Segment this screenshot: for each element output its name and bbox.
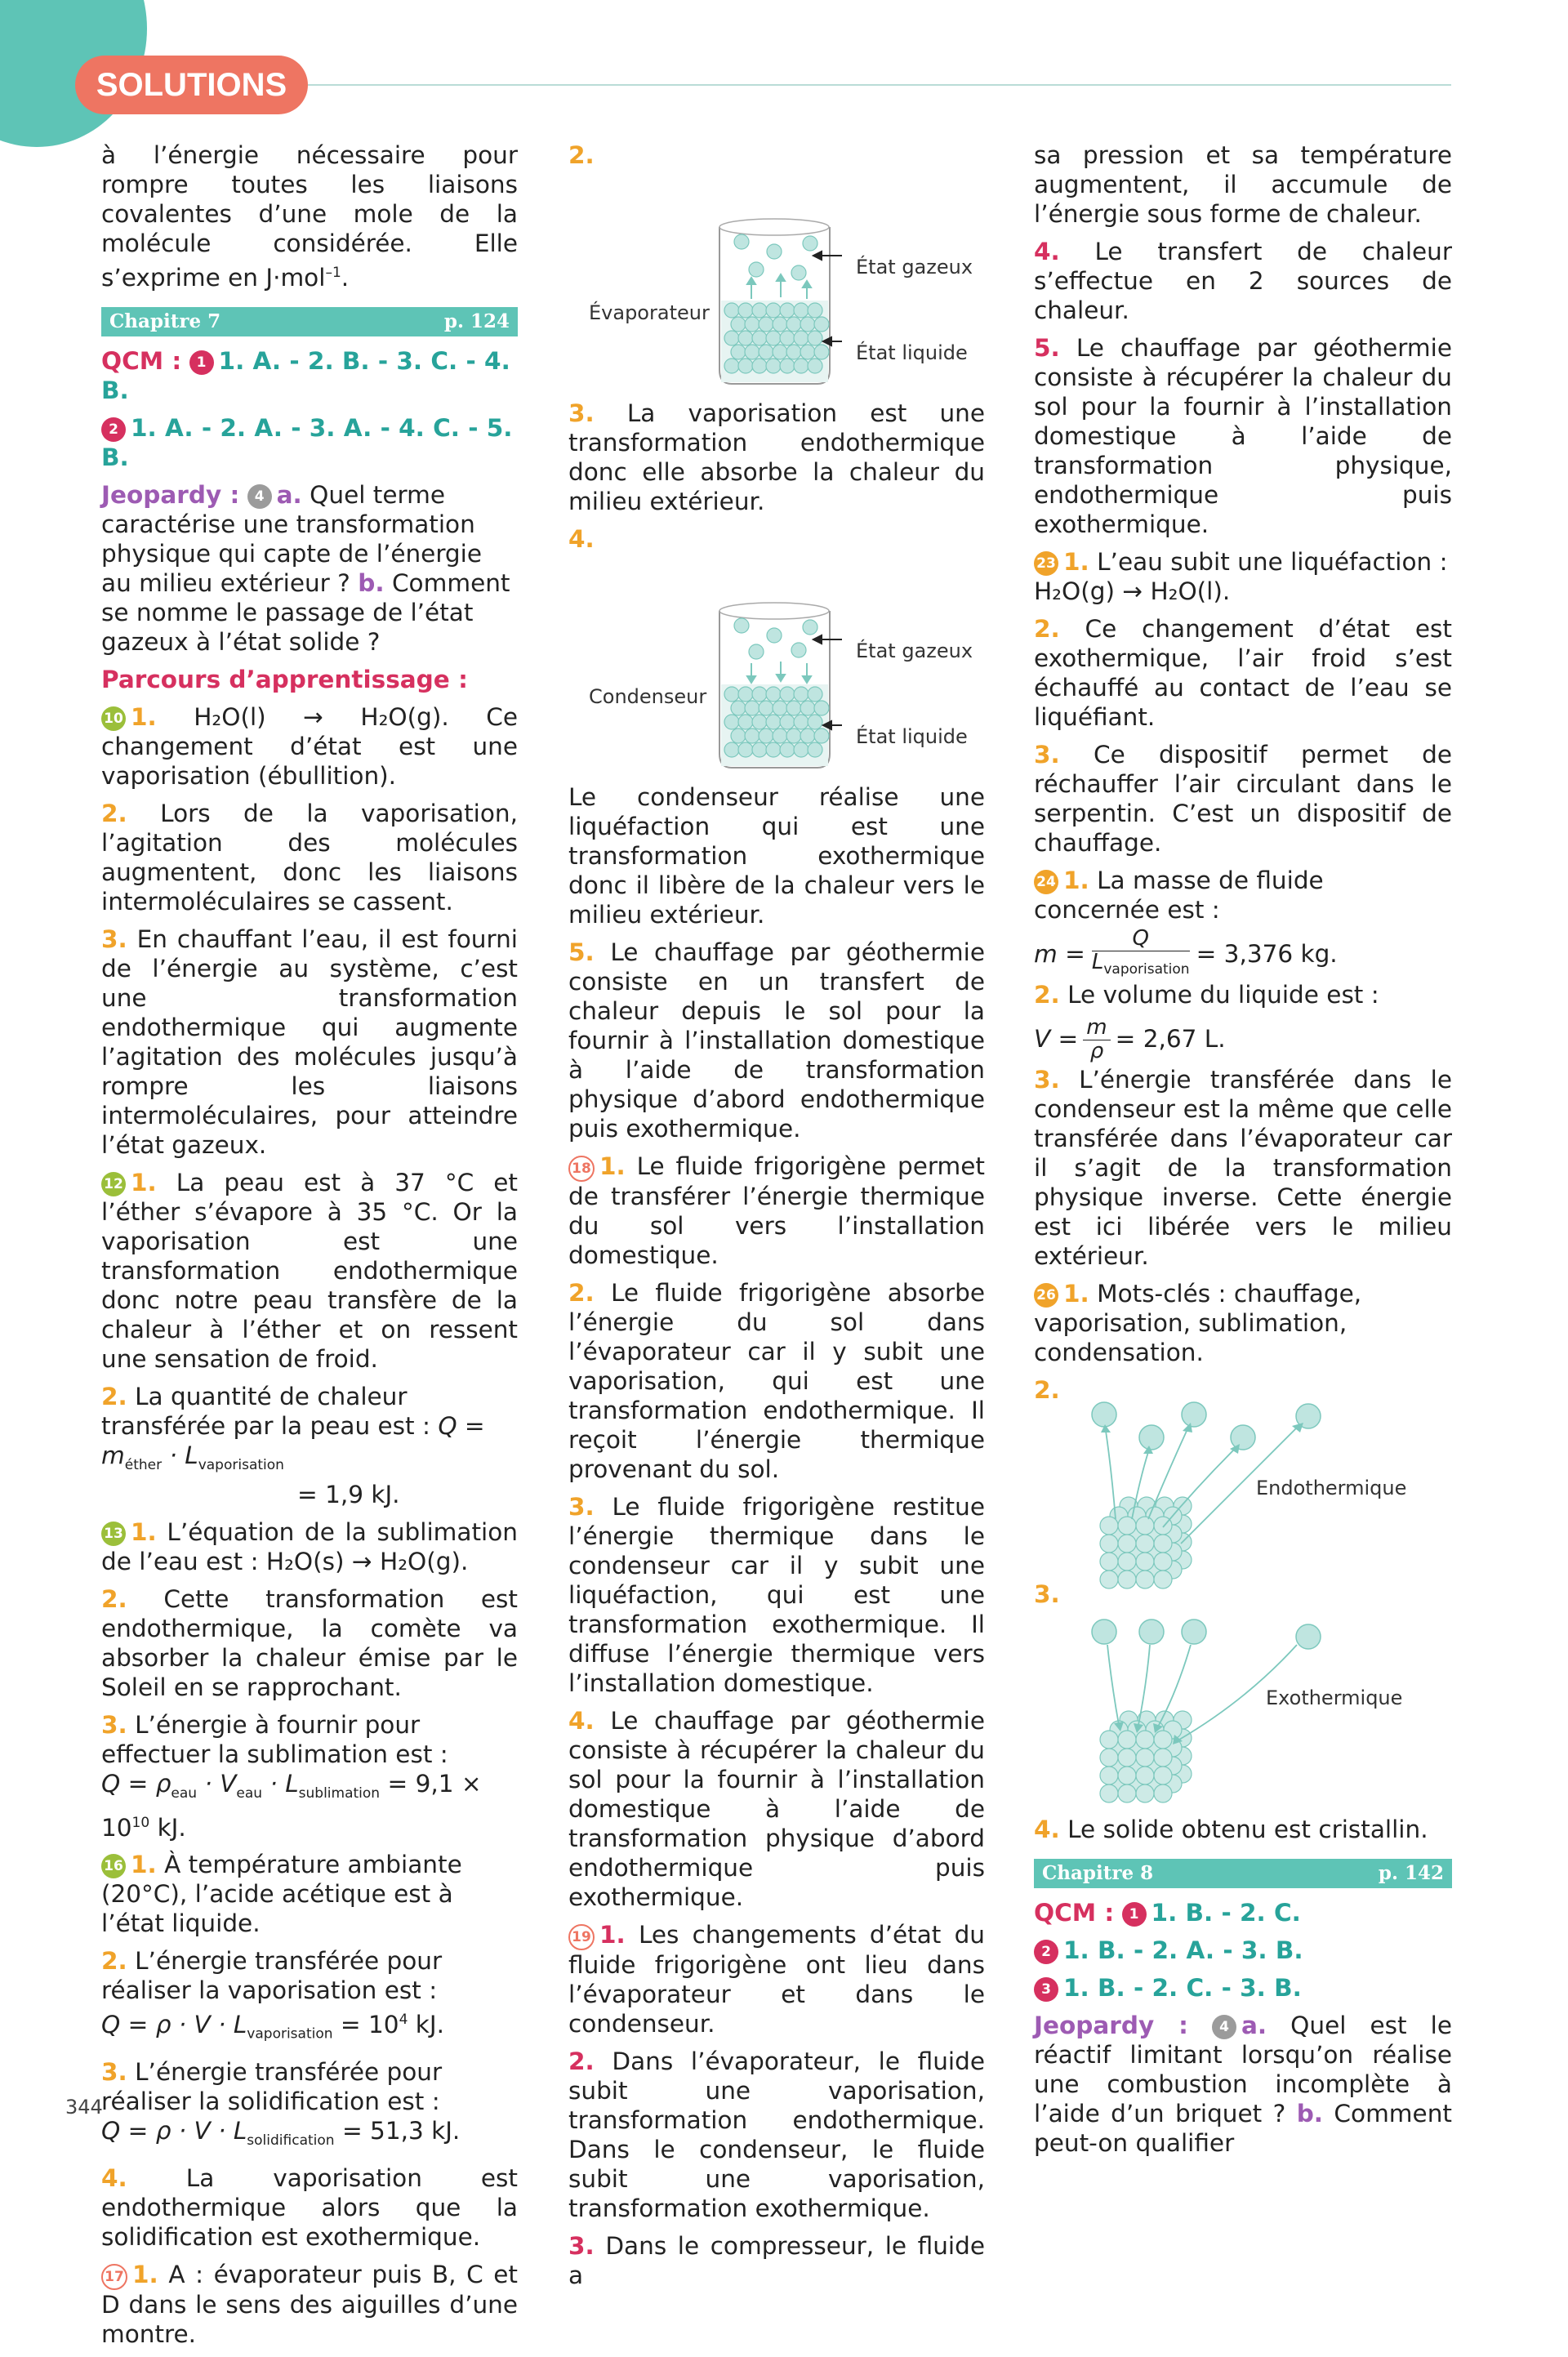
sphere-icon bbox=[800, 345, 815, 359]
sphere-icon bbox=[1154, 1535, 1172, 1553]
sphere-icon bbox=[1136, 1767, 1154, 1784]
sphere-icon bbox=[1182, 1620, 1206, 1644]
sphere-icon bbox=[1118, 1535, 1136, 1553]
free-molecules bbox=[1092, 1402, 1321, 1450]
gas-molecules bbox=[734, 618, 817, 659]
endothermic-label: Endothermique bbox=[1256, 1477, 1407, 1499]
sphere-icon bbox=[1154, 1553, 1172, 1571]
ex10-2: 2. Lors de la vaporisation, l’agitation des molécules augmentent, donc les liaisons intermoléculaires se cassent. bbox=[101, 799, 518, 916]
sphere-icon bbox=[1100, 1517, 1118, 1535]
ex16-4: 4. La vaporisation est endothermique alors que la solidification est exothermique. bbox=[101, 2164, 518, 2252]
sphere-icon bbox=[773, 317, 787, 332]
ex16-1: 16 1. À température ambiante (20°C), l’acide acétique est à l’état liquide. bbox=[101, 1851, 462, 1938]
sphere-icon bbox=[814, 701, 829, 715]
sphere-icon bbox=[738, 742, 753, 757]
sphere-icon bbox=[780, 331, 795, 345]
continued-paragraph: sa pression et sa température augmentent, il accumule de l’énergie sous forme de chaleur. bbox=[1034, 141, 1452, 228]
sphere-icon bbox=[738, 687, 753, 702]
sphere-icon bbox=[749, 262, 764, 277]
sphere-icon bbox=[724, 303, 739, 318]
intro-paragraph: à l’énergie nécessaire pour rompre toutes les liaisons covalentes d’une mole de la molécule considérée. Elle s’exprime en J·mol$^{-1}$. bbox=[101, 141, 518, 292]
arrow-heads bbox=[1101, 1423, 1303, 1454]
sphere-icon bbox=[1092, 1402, 1116, 1427]
sphere-icon bbox=[1100, 1535, 1118, 1553]
sphere-icon bbox=[773, 728, 787, 743]
ex16-3: 3. L’énergie transférée pour réaliser la solidification est : $Q = \rho \cdot V \cdot L_{solidification} = 51,3$ kJ. bbox=[101, 2058, 461, 2150]
condenser-label: Condenseur bbox=[589, 685, 707, 708]
ex24-1: 24 1. La masse de fluide concernée est : bbox=[1034, 867, 1324, 924]
sphere-icon bbox=[1118, 1571, 1136, 1588]
volume-formula: V = $\frac{m}{\rho}$ = 2,67 L. bbox=[1034, 1014, 1226, 1063]
liquid-label: État liquide bbox=[856, 341, 968, 364]
sphere-icon bbox=[780, 303, 795, 318]
header-rule bbox=[308, 84, 1451, 86]
ex16-2: 2. L’énergie transférée pour réaliser la vaporisation est : $Q = \rho \cdot V \cdot L_{vaporisation} = 10^4$ kJ. bbox=[101, 1947, 444, 2043]
sphere-icon bbox=[731, 345, 746, 359]
sphere-icon bbox=[759, 317, 773, 332]
chapter-8-banner: Chapitre 8 p. 142 bbox=[1034, 1859, 1452, 1888]
sphere-icon bbox=[767, 244, 782, 259]
sphere-icon bbox=[766, 687, 781, 702]
sphere-icon bbox=[1136, 1553, 1154, 1571]
jeopardy: Jeopardy : 4 a. Quel terme caractérise une transformation physique qui capte de l’énergie au milieu extérieur ? b. Comment se nomme le passage de l’état gazeux à l’état solide ? bbox=[101, 480, 510, 656]
sphere-icon bbox=[1100, 1553, 1118, 1571]
liquid-label-2: État liquide bbox=[856, 725, 968, 748]
sphere-icon bbox=[724, 715, 739, 729]
q5: 5. Le chauffage par géothermie consiste en un transfert de chaleur depuis le sol pour la fournir à l’installation domestique à l’aide de transformation physique d’abord endothermique puis exothermique. bbox=[568, 938, 985, 1143]
sphere-icon bbox=[724, 331, 739, 345]
ex23-3: 3. Ce dispositif permet de réchauffer l’air circulant dans le serpentin. C’est un dispositif de chauffage. bbox=[1034, 741, 1452, 857]
sphere-icon bbox=[1136, 1571, 1154, 1588]
sphere-icon bbox=[1136, 1517, 1154, 1535]
q4-label: 4. bbox=[568, 525, 595, 553]
ex18-1: 18 1. Le fluide frigorigène permet de transférer l’énergie thermique du sol vers l’installation domestique. bbox=[568, 1152, 985, 1269]
sphere-icon bbox=[752, 742, 767, 757]
sphere-icon bbox=[808, 359, 822, 373]
ex19-1: 19 1. Les changements d’état du fluide frigorigène ont lieu dans l’évaporateur et dans le condenseur. bbox=[568, 1921, 985, 2038]
sphere-icon bbox=[803, 620, 817, 635]
sphere-icon bbox=[745, 728, 760, 743]
sphere-icon bbox=[724, 742, 739, 757]
sphere-icon bbox=[786, 728, 801, 743]
gas-label-2: État gazeux bbox=[856, 639, 973, 662]
ex23-1: 23 1. L’eau subit une liquéfaction : H₂O(g) → H₂O(l). bbox=[1034, 548, 1448, 605]
ex13-1: 13 1. L’équation de la sublimation de l’eau est : H₂O(s) → H₂O(g). bbox=[101, 1517, 518, 1575]
sphere-icon bbox=[724, 687, 739, 702]
ex12-2: 2. La quantité de chaleur transférée par la peau est : $Q = m_{éther} \cdot L_{vaporisation}$ = 1,9 kJ. bbox=[101, 1382, 485, 1508]
sphere-icon bbox=[1139, 1425, 1164, 1450]
sphere-icon bbox=[800, 728, 815, 743]
sphere-icon bbox=[803, 236, 817, 251]
sphere-icon bbox=[808, 742, 822, 757]
sphere-icon bbox=[1118, 1784, 1136, 1802]
sphere-icon bbox=[738, 303, 753, 318]
sphere-icon bbox=[800, 317, 815, 332]
ex24-3: 3. L’énergie transférée dans le condenseur est la même que celle transférée dans l’évaporateur car il s’agit de la transformation physique inverse. Cette énergie est ici libérée vers le milieu extérieur. bbox=[1034, 1066, 1452, 1270]
sphere-icon bbox=[780, 359, 795, 373]
mass-formula: m = Q $L_{vaporisation}$ = 3,376 kg. bbox=[1034, 925, 1338, 978]
exothermic-figure bbox=[1034, 1602, 1450, 1807]
sphere-icon bbox=[734, 618, 749, 633]
qcm8-line-3: 3 1. B. - 2. C. - 3. B. bbox=[1034, 1973, 1452, 2003]
sphere-icon bbox=[738, 331, 753, 345]
sphere-icon bbox=[786, 701, 801, 715]
sphere-icon bbox=[1182, 1402, 1206, 1427]
sphere-icon bbox=[786, 317, 801, 332]
beaker-rim bbox=[719, 219, 829, 235]
ex10-3: 3. En chauffant l’eau, il est fourni de l’énergie au système, c’est une transformation endothermique qui augmente l’agitation des molécules jusqu’à rompre les liaisons intermoléculaires, pour atteindre l’état gazeux. bbox=[101, 925, 518, 1159]
sphere-icon bbox=[786, 345, 801, 359]
sphere-icon bbox=[745, 317, 760, 332]
sphere-icon bbox=[745, 345, 760, 359]
sphere-icon bbox=[794, 715, 808, 729]
sphere-icon bbox=[752, 303, 767, 318]
sphere-icon bbox=[766, 742, 781, 757]
ex18-2: 2. Le fluide frigorigène absorbe l’énergie du sol dans l’évaporateur car il y subit une vaporisation, qui est une transformation endothermique. Il reçoit l’énergie thermique provenant du sol. bbox=[568, 1279, 985, 1483]
sphere-icon bbox=[1118, 1731, 1136, 1749]
sphere-icon bbox=[738, 359, 753, 373]
condenser-figure bbox=[568, 562, 985, 774]
sphere-icon bbox=[752, 331, 767, 345]
ex17-1: 17 1. A : évaporateur puis B, C et D dans le sens des aiguilles d’une montre. bbox=[101, 2261, 518, 2349]
sphere-icon bbox=[808, 715, 822, 729]
sphere-icon bbox=[794, 331, 808, 345]
sphere-icon bbox=[773, 345, 787, 359]
sphere-icon bbox=[1154, 1749, 1172, 1767]
sphere-icon bbox=[766, 715, 781, 729]
sphere-icon bbox=[1100, 1731, 1118, 1749]
column-2 bbox=[568, 140, 985, 2298]
sphere-icon bbox=[791, 643, 806, 657]
sphere-icon bbox=[766, 359, 781, 373]
sphere-icon bbox=[1231, 1425, 1255, 1450]
page-number: 344 bbox=[65, 2096, 103, 2119]
gas-molecules bbox=[734, 234, 817, 280]
sphere-icon bbox=[780, 742, 795, 757]
c3-q3-label: 3. bbox=[1034, 1580, 1060, 1608]
evaporator-figure bbox=[568, 178, 985, 390]
sphere-icon bbox=[759, 728, 773, 743]
evaporator-label: Évaporateur bbox=[589, 301, 710, 324]
liquid-molecules bbox=[724, 687, 829, 757]
sphere-icon bbox=[731, 701, 746, 715]
sphere-icon bbox=[1136, 1749, 1154, 1767]
sphere-icon bbox=[1118, 1767, 1136, 1784]
sphere-icon bbox=[1154, 1784, 1172, 1802]
q2-label: 2. bbox=[568, 141, 595, 169]
liquid-molecules bbox=[724, 303, 829, 373]
sphere-icon bbox=[780, 715, 795, 729]
ex19-3: 3. Dans le compresseur, le fluide a bbox=[568, 2232, 985, 2289]
sphere-icon bbox=[808, 331, 822, 345]
sphere-icon bbox=[791, 265, 806, 280]
jeopardy-8: Jeopardy : 4 a. Quel est le réactif limitant lorsqu’on réalise une combustion incomplète à l’aide d’un briquet ? b. Comment peut-on qualifier bbox=[1034, 2012, 1452, 2157]
free-molecules bbox=[1092, 1620, 1321, 1649]
exothermic-label: Exothermique bbox=[1266, 1686, 1403, 1709]
qcm8-line-1: QCM : 1 1. B. - 2. C. bbox=[1034, 1899, 1301, 1927]
sphere-icon bbox=[1296, 1624, 1321, 1649]
sphere-icon bbox=[766, 303, 781, 318]
sphere-icon bbox=[1139, 1620, 1164, 1644]
sphere-icon bbox=[752, 715, 767, 729]
qcm-line: QCM : 1 1. A. - 2. B. - 3. C. - 4. B. bbox=[101, 346, 510, 404]
c3-q4: 4. Le transfert de chaleur s’effectue en 2 sources de chaleur. bbox=[1034, 238, 1452, 324]
sphere-icon bbox=[724, 359, 739, 373]
ex26-1: 26 1. Mots-clés : chauffage, vaporisation, sublimation, condensation. bbox=[1034, 1280, 1362, 1366]
ex12-1: 12 1. La peau est à 37 °C et l’éther s’évapore à 35 °C. Or la vaporisation est une transformation endothermique donc notre peau transfère de la chaleur à l’éther et on ressent une sensation de froid. bbox=[101, 1168, 518, 1373]
endothermic-figure bbox=[1034, 1388, 1450, 1601]
sphere-icon bbox=[1100, 1749, 1118, 1767]
crystal-cube bbox=[1100, 1711, 1192, 1802]
sphere-icon bbox=[734, 234, 749, 249]
sphere-icon bbox=[794, 359, 808, 373]
ex13-3: 3. L’énergie à fournir pour effectuer la sublimation est : $Q = \rho_{eau} \cdot V_{eau} \cdot L_{sublimation} = 9,1 \times 10^{10}$ kJ. bbox=[101, 1710, 482, 1842]
sphere-icon bbox=[1136, 1784, 1154, 1802]
sphere-icon bbox=[794, 742, 808, 757]
sphere-icon bbox=[773, 701, 787, 715]
sphere-icon bbox=[1154, 1731, 1172, 1749]
sphere-icon bbox=[745, 701, 760, 715]
sphere-icon bbox=[752, 687, 767, 702]
sphere-icon bbox=[814, 728, 829, 743]
ex18-4: 4. Le chauffage par géothermie consiste à récupérer la chaleur du sol pour la fournir à l’installation domestique à l’aide de transformation physique d’abord endothermique puis exothermique. bbox=[568, 1707, 985, 1911]
sphere-icon bbox=[780, 687, 795, 702]
sphere-icon bbox=[1136, 1535, 1154, 1553]
qcm-line-2: 2 1. A. - 2. A. - 3. A. - 4. C. - 5. B. bbox=[101, 413, 513, 471]
chapter-7-banner: Chapitre 7 p. 124 bbox=[101, 307, 518, 336]
qcm8-line-2: 2 1. B. - 2. A. - 3. B. bbox=[1034, 1936, 1452, 1965]
sphere-icon bbox=[1154, 1767, 1172, 1784]
solutions-tab: SOLUTIONS bbox=[75, 56, 308, 114]
sphere-icon bbox=[1100, 1571, 1118, 1588]
column-1 bbox=[101, 140, 518, 2357]
c3-q5: 5. Le chauffage par géothermie consiste à récupérer la chaleur du sol pour la fournir à l’installation domestique à l’aide de transformation physique, endothermique puis exothermique. bbox=[1034, 334, 1452, 538]
sphere-icon bbox=[752, 359, 767, 373]
sphere-icon bbox=[1100, 1784, 1118, 1802]
sphere-icon bbox=[794, 303, 808, 318]
ex19-2: 2. Dans l’évaporateur, le fluide subit une vaporisation, transformation endothermique. Dans le condenseur, le fluide subit une vaporisation, transformation exothermique. bbox=[568, 2047, 985, 2222]
sphere-icon bbox=[1136, 1731, 1154, 1749]
q3: 3. La vaporisation est une transformation endothermique donc elle absorbe la chaleur du milieu extérieur. bbox=[568, 399, 985, 515]
sphere-icon bbox=[767, 628, 782, 643]
c3-q2-label: 2. bbox=[1034, 1376, 1060, 1404]
ex23-2: 2. Ce changement d’état est exothermique, l’air froid s’est échauffé au contact de l’eau se liquéfiant. bbox=[1034, 615, 1452, 731]
sphere-icon bbox=[814, 345, 829, 359]
condenser-text: Le condenseur réalise une liquéfaction qui est une transformation exothermique donc il libère de la chaleur vers le milieu extérieur. bbox=[568, 783, 985, 929]
ex24-2: 2. Le volume du liquide est : bbox=[1034, 981, 1379, 1009]
ex10-1: 10 1. H₂O(l) → H₂O(g). Ce changement d’état est une vaporisation (ébullition). bbox=[101, 702, 518, 790]
sphere-icon bbox=[808, 303, 822, 318]
sphere-icon bbox=[738, 715, 753, 729]
sphere-icon bbox=[749, 644, 764, 659]
sphere-icon bbox=[1092, 1620, 1116, 1644]
sphere-icon bbox=[731, 728, 746, 743]
sphere-icon bbox=[766, 331, 781, 345]
gas-label: État gazeux bbox=[856, 256, 973, 278]
parcours-heading: Parcours d’apprentissage : bbox=[101, 665, 468, 693]
sphere-icon bbox=[1118, 1517, 1136, 1535]
column-3 bbox=[1034, 140, 1452, 2166]
arrow-icon bbox=[747, 662, 811, 683]
sphere-icon bbox=[808, 687, 822, 702]
sphere-icon bbox=[814, 317, 829, 332]
sphere-icon bbox=[1100, 1767, 1118, 1784]
sphere-icon bbox=[759, 701, 773, 715]
sphere-icon bbox=[1118, 1749, 1136, 1767]
beaker-rim bbox=[719, 603, 829, 619]
ex13-2: 2. Cette transformation est endothermique, la comète va absorber la chaleur émise par le Soleil en se rapprochant. bbox=[101, 1584, 518, 1701]
sphere-icon bbox=[731, 317, 746, 332]
ex26-4: 4. Le solide obtenu est cristallin. bbox=[1034, 1816, 1428, 1843]
ex18-3: 3. Le fluide frigorigène restitue l’énergie thermique dans le condenseur car il y subit une liquéfaction, qui est une transformation exothermique. Il diffuse l’énergie thermique vers l’installation domestique. bbox=[568, 1493, 985, 1697]
sphere-icon bbox=[794, 687, 808, 702]
sphere-icon bbox=[759, 345, 773, 359]
sphere-icon bbox=[1154, 1571, 1172, 1588]
sphere-icon bbox=[800, 701, 815, 715]
sphere-icon bbox=[1118, 1553, 1136, 1571]
